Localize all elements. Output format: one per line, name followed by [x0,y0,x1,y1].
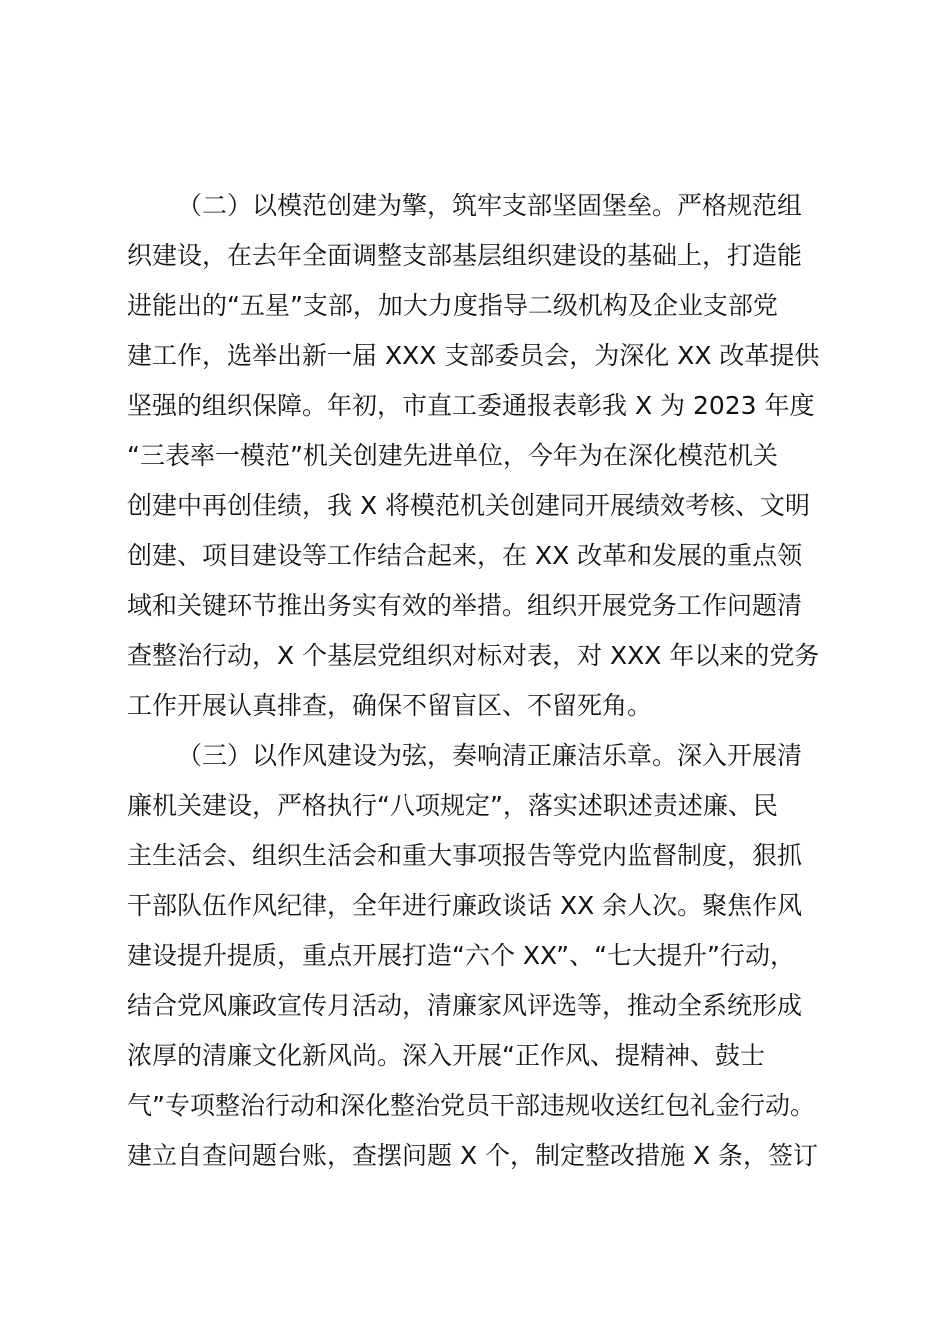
text-line: 主生活会、组织生活会和重大事项报告等党内监督制度，狠抓 [127,841,803,870]
text-line: 建立自查问题台账，查摆问题 X 个，制定整改措施 X 条，签订 [127,1141,819,1170]
text-line: 创建中再创佳绩，我 X 将模范机关创建同开展绩效考核、文明 [127,491,811,520]
text-line: 工作开展认真排查，确保不留盲区、不留死角。 [127,691,653,720]
text-line: 建工作，选举出新一届 XXX 支部委员会，为深化 XX 改革提供 [127,341,820,370]
text-line: （三）以作风建设为弦，奏响清正廉洁乐章。深入开展清 [177,741,803,770]
text-line: 创建、项目建设等工作结合起来，在 XX 改革和发展的重点领 [127,541,803,570]
text-line: （二）以模范创建为擎，筑牢支部坚固堡垒。严格规范组 [177,191,803,220]
text-line: 域和关键环节推出务实有效的举措。组织开展党务工作问题清 [127,591,803,620]
text-line: 建设提升提质，重点开展打造“六个 XX”、“七大提升”行动， [127,941,795,970]
text-line: 干部队伍作风纪律，全年进行廉政谈话 XX 余人次。聚焦作风 [127,891,803,920]
document-body [127,181,855,1181]
text-line: 结合党风廉政宣传月活动，清廉家风评选等，推动全系统形成 [127,991,803,1020]
text-line: 织建设，在去年全面调整支部基层组织建设的基础上，打造能 [127,241,803,270]
text-line: “三表率一模范”机关创建先进单位，今年为在深化模范机关 [127,441,778,470]
paragraph-section-3 [127,731,855,1181]
text-line: 进能出的“五星”支部，加大力度指导二级机构及企业支部党 [127,291,778,320]
text-line: 廉机关建设，严格执行“八项规定”，落实述职述责述廉、民 [127,791,778,820]
text-line: 查整治行动，X 个基层党组织对标对表，对 XXX 年以来的党务 [127,641,820,670]
text-line: 坚强的组织保障。年初，市直工委通报表彰我 X 为 2023 年度 [127,391,815,420]
paragraph-section-2 [127,181,855,731]
text-line: 气”专项整治行动和深化整治党员干部违规收送红包礼金行动。 [127,1091,815,1120]
text-line: 浓厚的清廉文化新风尚。深入开展“正作风、提精神、鼓士 [127,1041,765,1070]
